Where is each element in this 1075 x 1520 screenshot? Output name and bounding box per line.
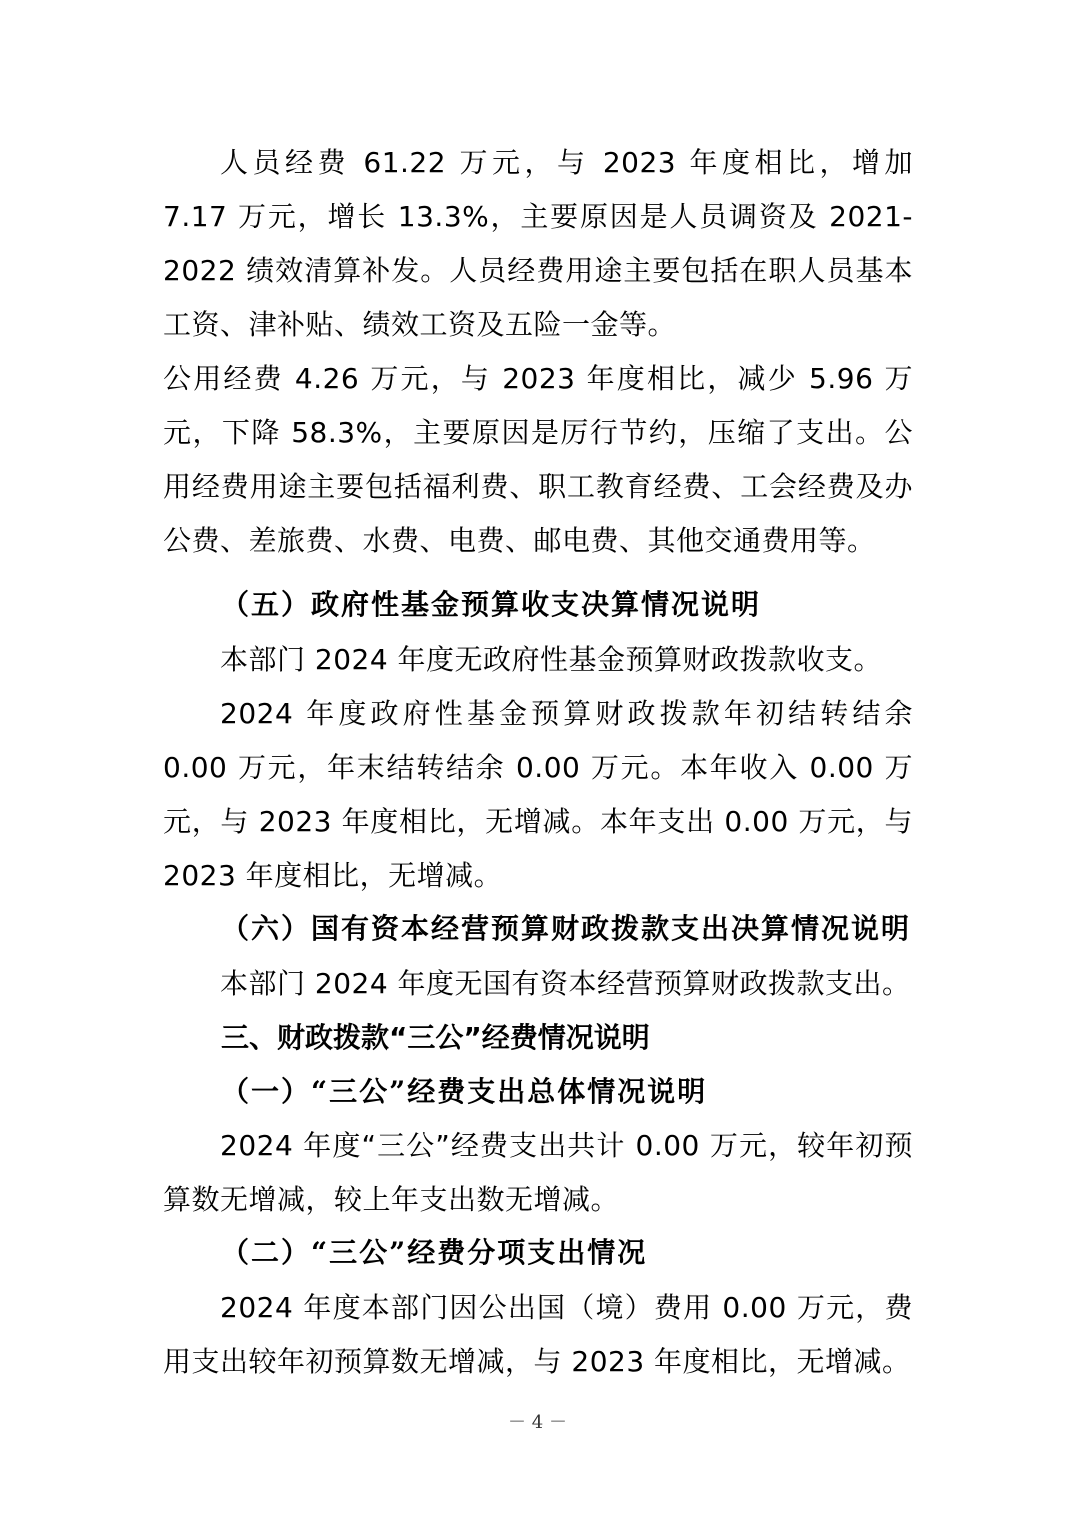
subheading-three-public-items: （二）“三公”经费分项支出情况 [221,1236,648,1269]
page-number: － 4 － [508,1412,567,1433]
overseas-expense-paragraph: 2024 年度本部门因公出国（境）费用 0.00 万元，费用支出较年初预算数无增减，与 2023 年度相比，无增减。 [163,1291,913,1378]
government-fund-detail-paragraph: 2024 年度政府性基金预算财政拨款年初结转结余 0.00 万元，年末结转结余 0.00 万元。本年收入 0.00 万元，与 2023 年度相比，无增减。本年支出 0.00 万元，与 2023 年度相比，无增减。 [163,697,913,892]
three-public-total-paragraph: 2024 年度“三公”经费支出共计 0.00 万元，较年初预算数无增减，较上年支出数无增减。 [163,1129,913,1216]
subheading-three-public-total: （一）“三公”经费支出总体情况说明 [221,1075,708,1108]
section-heading-three-public: 三、财政拨款“三公”经费情况说明 [221,1021,650,1054]
section-heading-state-capital: （六）国有资本经营预算财政拨款支出决算情况说明 [221,912,912,945]
personnel-expense-paragraph: 人员经费 61.22 万元，与 2023 年度相比，增加 7.17 万元，增长 13.3%，主要原因是人员调资及 2021-2022 绩效清算补发。人员经费用途主要包括在职人员基本工资、津补贴、绩效工资及五险一金等。 [163,146,913,341]
public-expense-paragraph: 公用经费 4.26 万元，与 2023 年度相比，减少 5.96 万元，下降 58.3%，主要原因是厉行节约，压缩了支出。公用经费用途主要包括福利费、职工教育经费、工会经费及办公费、差旅费、水费、电费、邮电费、其他交通费用等。 [163,362,913,557]
government-fund-none-paragraph: 本部门 2024 年度无政府性基金预算财政拨款收支。 [220,643,883,676]
section-heading-government-fund: （五）政府性基金预算收支决算情况说明 [221,588,762,621]
state-capital-none-paragraph: 本部门 2024 年度无国有资本经营预算财政拨款支出。 [220,967,911,1000]
